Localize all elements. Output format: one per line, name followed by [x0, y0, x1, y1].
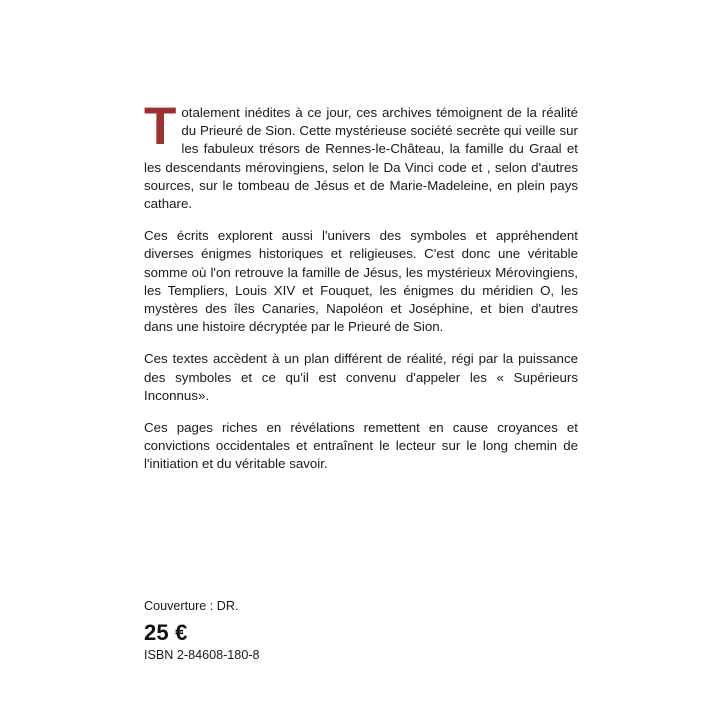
price-label: 25 € — [144, 620, 188, 645]
blurb-paragraph-4: Ces pages riches en révélations remettent en cause croyances et convictions occidentales et entraînent le lecteur sur le long chemin de l'initiation et du véritable savoir. — [144, 420, 578, 472]
isbn-label: ISBN 2-84608-180-8 — [144, 648, 260, 662]
blurb-paragraph-2: Ces écrits explorent aussi l'univers des symboles et appréhendent diverses énigmes historiques et religieuses. C'est donc une véritable somme où l'on retrouve la famille de Jésus, les mystérieux Mérovingiens, les Templiers, Louis XIV et Fouquet, les énigmes du méridien O, les mystères des îles Canaries, Napoléon et Joséphine, et bien d'autres dans une histoire décryptée par le Prieuré de Sion. — [144, 228, 578, 335]
blurb-paragraph-3: Ces textes accèdent à un plan différent de réalité, régi par la puissance des symboles et ce qu'il est convenu d'appeler les « Supérieurs Inconnus». — [144, 351, 578, 403]
blurb-paragraph-1: Totalement inédites à ce jour, ces archives témoignent de la réalité du Prieuré de Sion. Cette mystérieuse société secrète qui veille sur les fabuleux trésors de Rennes-le-Château, la famille du Graal et les descendants mérovingiens, selon le Da Vinci code et , selon d'autres sources, sur le tombeau de Jésus et de Marie-Madeleine, en plein pays cathare. — [144, 97, 578, 212]
cover-credit: Couverture : DR. — [144, 599, 239, 613]
blurb-text-block — [144, 97, 578, 474]
footer-block — [144, 598, 544, 664]
